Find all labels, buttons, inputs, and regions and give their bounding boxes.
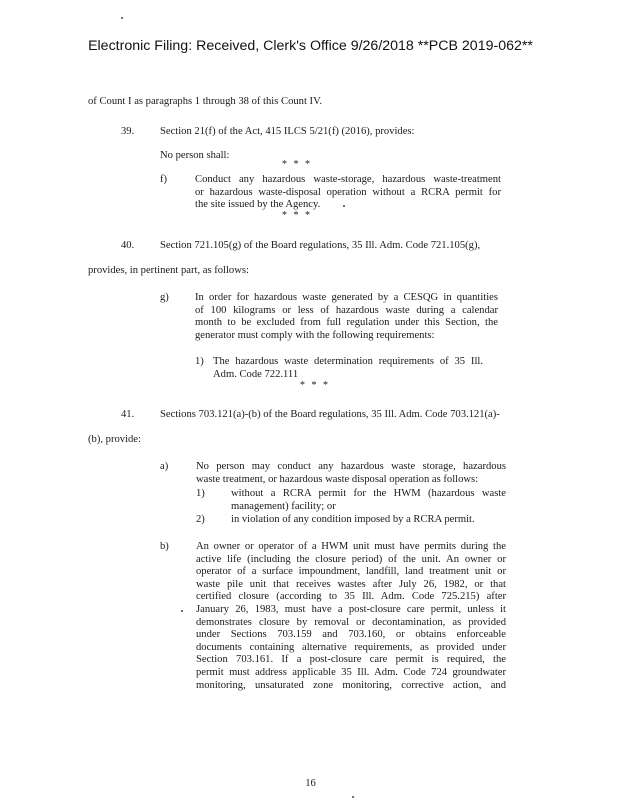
text-line: Section 703.161. If a post-closure care permit is required, the — [196, 654, 506, 666]
scan-speck — [121, 17, 123, 19]
subsection-a-label: a) — [160, 461, 169, 472]
text-line: without a RCRA permit for the HWM (hazardous waste — [231, 488, 506, 499]
paragraph-39-item — [195, 174, 501, 212]
text-line: monitoring, unsaturated zone monitoring, corrective action, and — [196, 679, 506, 691]
text-line: generator must comply with the following requirements: — [195, 329, 435, 341]
text-line: or hazardous waste-disposal operation without a RCRA permit for — [195, 186, 501, 198]
filing-banner: Electronic Filing: Received, Clerk's Office 9/26/2018 **PCB 2019-062** — [88, 38, 533, 54]
text-line: permit must address applicable 35 Ill. Adm. Code 724 groundwater — [196, 666, 506, 678]
paragraph-41-continuation: (b), provide: — [88, 434, 141, 445]
paragraph-40-continuation: provides, in pertinent part, as follows: — [88, 265, 249, 276]
scan-speck — [343, 205, 345, 207]
text-line: management) facility; or — [231, 500, 336, 512]
paragraph-40-item — [195, 292, 498, 342]
paragraph-41-number: 41. — [121, 409, 135, 420]
subsection-a — [196, 461, 506, 486]
text-line: Conduct any hazardous waste-storage, hazardous waste-treatment — [195, 174, 501, 185]
text-line: No person may conduct any hazardous waste storage, hazardous — [196, 461, 506, 472]
scan-speck — [352, 796, 354, 798]
text-line: Adm. Code 722.111 — [213, 368, 299, 380]
paragraph-40-text: Section 721.105(g) of the Board regulations, 35 Ill. Adm. Code 721.105(g), — [160, 240, 481, 251]
paragraph-40-item-label: g) — [160, 292, 169, 303]
text-line: month to be excluded from full regulation under this Section, the — [195, 317, 498, 329]
text-line: January 26, 1983, must have a post-closure care permit, unless it — [196, 603, 506, 615]
subsection-a2-label: 2) — [196, 514, 205, 525]
text-line: certified closure (according to 35 Ill. Adm. Code 725.215) after — [196, 591, 506, 603]
page-number: 16 — [305, 778, 316, 789]
paragraph-40-sub-label: 1) — [195, 356, 204, 367]
paragraph-39-text: Section 21(f) of the Act, 415 ILCS 5/21(f) (2016), provides: — [160, 126, 415, 137]
paragraph-40-subitem — [213, 356, 483, 381]
text-line: the site issued by the Agency. — [195, 199, 321, 211]
text-line: active life (including the closure period) of the unit. An owner or — [196, 553, 506, 565]
text-line: of 100 kilograms or less of hazardous waste during a calendar — [195, 304, 498, 316]
subsection-a1-label: 1) — [196, 488, 205, 499]
subsection-b — [196, 541, 506, 692]
paragraph-40-number: 40. — [121, 240, 135, 251]
paragraph-39-lead: No person shall: — [160, 150, 230, 161]
paragraph-41-text: Sections 703.121(a)-(b) of the Board regulations, 35 Ill. Adm. Code 703.121(a)- — [160, 409, 500, 420]
text-line: documents containing alternative requirements, as provided under — [196, 641, 506, 653]
paragraph-39-number: 39. — [121, 126, 135, 137]
text-line: waste pile unit that receives wastes after July 26, 1982, or that — [196, 578, 506, 590]
text-line: In order for hazardous waste generated by a CESQG in quantities — [195, 292, 498, 303]
ellipsis-stars: * * * — [282, 159, 312, 170]
paragraph-39-item-label: f) — [160, 174, 168, 185]
subsection-a2-text: in violation of any condition imposed by a RCRA permit. — [231, 514, 475, 525]
text-line: demonstrates closure by removal or decontamination, as provided — [196, 616, 506, 628]
subsection-a1 — [231, 488, 506, 513]
scan-speck — [181, 610, 183, 612]
text-line: An owner or operator of a HWM unit must have permits during the — [196, 541, 506, 552]
text-line: The hazardous waste determination requirements of 35 Ill. — [213, 356, 483, 367]
ellipsis-stars: * * * — [282, 210, 312, 221]
text-line: under Sections 703.159 and 703.160, or obtains enforceable — [196, 629, 506, 641]
subsection-b-label: b) — [160, 541, 169, 552]
intro-text: of Count I as paragraphs 1 through 38 of this Count IV. — [88, 96, 323, 107]
text-line: operator of a surface impoundment, landfill, land treatment unit or — [196, 566, 506, 578]
text-line: waste treatment, or hazardous waste disposal operation as follows: — [196, 473, 479, 485]
ellipsis-stars: * * * — [300, 380, 330, 391]
